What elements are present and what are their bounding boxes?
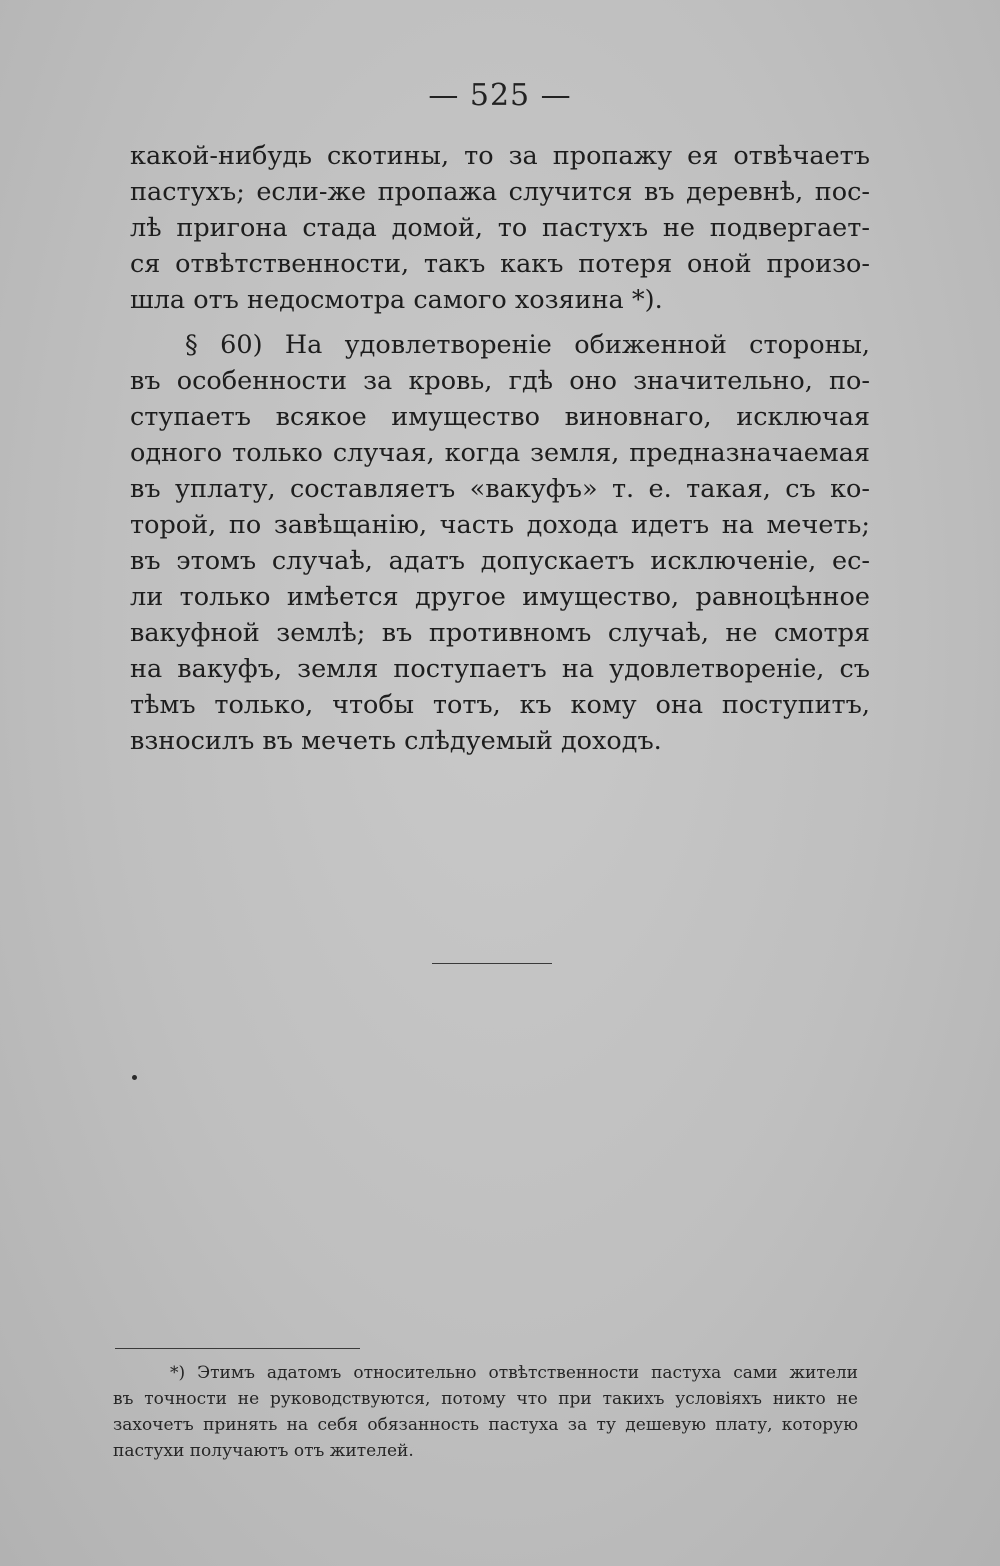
footnote-line: *) Этимъ адатомъ относительно отвѣтственности пастуха сами жители [170, 1363, 858, 1383]
text-line: въ уплату, составляетъ «вакуфъ» т. е. такая, съ ко- [130, 474, 870, 504]
text-line: лѣ пригона стада домой, то пастухъ не подвергает- [130, 213, 870, 243]
text-line: одного только случая, когда земля, предназначаемая [130, 438, 870, 468]
paragraph-start-line: § 60) На удовлетвореніе обиженной стороны, [185, 330, 870, 360]
text-line: на вакуфъ, земля поступаетъ на удовлетвореніе, съ [130, 654, 870, 684]
text-line: пастухъ; если-же пропажа случится въ деревнѣ, пос- [130, 177, 870, 207]
footnote-line: захочетъ принять на себя обязанность пастуха за ту дешевую плату, которую [113, 1415, 858, 1435]
text-line: ся отвѣтственности, такъ какъ потеря оной произо- [130, 249, 870, 279]
page-number: — 525 — [428, 78, 572, 113]
text-line: вакуфной землѣ; въ противномъ случаѣ, не смотря [130, 618, 870, 648]
text-line: ли только имѣется другое имущество, равноцѣнное [130, 582, 870, 612]
text-line: въ этомъ случаѣ, адатъ допускаетъ исключеніе, ес- [130, 546, 870, 576]
ink-speck [132, 1075, 137, 1080]
text-line: какой-нибудь скотины, то за пропажу ея отвѣчаетъ [130, 141, 870, 171]
text-line: въ особенности за кровь, гдѣ оно значительно, по- [130, 366, 870, 396]
section-separator-rule [432, 963, 552, 964]
footnote-line: пастухи получаютъ отъ жителей. [113, 1441, 414, 1461]
text-line: взносилъ въ мечеть слѣдуемый доходъ. [130, 726, 662, 756]
text-line: ступаетъ всякое имущество виновнаго, исключая [130, 402, 870, 432]
text-line: шла отъ недосмотра самого хозяина *). [130, 285, 663, 315]
footnote-rule [115, 1348, 360, 1349]
text-line: торой, по завѣщанію, часть дохода идетъ на мечеть; [130, 510, 870, 540]
text-line: тѣмъ только, чтобы тотъ, къ кому она поступитъ, [130, 690, 870, 720]
footnote-line: въ точности не руководствуются, потому что при такихъ условіяхъ никто не [113, 1389, 858, 1409]
